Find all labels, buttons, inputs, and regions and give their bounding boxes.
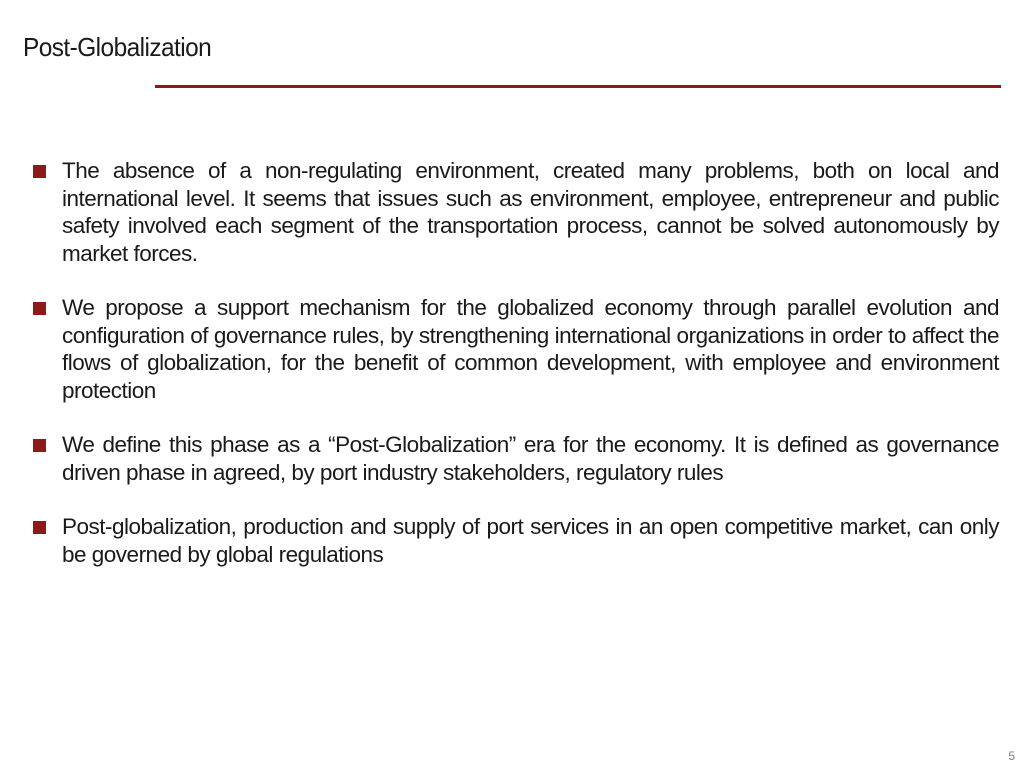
bullet-item	[33, 294, 999, 404]
square-bullet-icon	[33, 439, 46, 452]
page-number: 5	[1008, 749, 1015, 763]
bullet-text: We define this phase as a “Post-Globalization” era for the economy. It is defined as governance driven phase in agreed, by port industry stakeholders, regulatory rules	[62, 432, 999, 485]
square-bullet-icon	[33, 521, 46, 534]
bullet-text: Post-globalization, production and supply of port services in an open competitive market, can only be governed by global regulations	[62, 514, 999, 567]
bullet-text: The absence of a non-regulating environment, created many problems, both on local and international level. It seems that issues such as environment, employee, entrepreneur and public safety involved each segment of the transportation process, cannot be solved autonomously by market forces.	[62, 158, 999, 266]
square-bullet-icon	[33, 302, 46, 315]
bullet-list	[33, 157, 999, 595]
square-bullet-icon	[33, 165, 46, 178]
slide-title: Post-Globalization	[23, 32, 212, 62]
bullet-item	[33, 157, 999, 267]
bullet-text: We propose a support mechanism for the globalized economy through parallel evolution and configuration of governance rules, by strengthening international organizations in order to affect the flows of globalization, for the benefit of common development, with employee and environment protection	[62, 295, 999, 403]
bullet-item	[33, 513, 999, 568]
title-divider	[155, 85, 1001, 88]
bullet-item	[33, 431, 999, 486]
